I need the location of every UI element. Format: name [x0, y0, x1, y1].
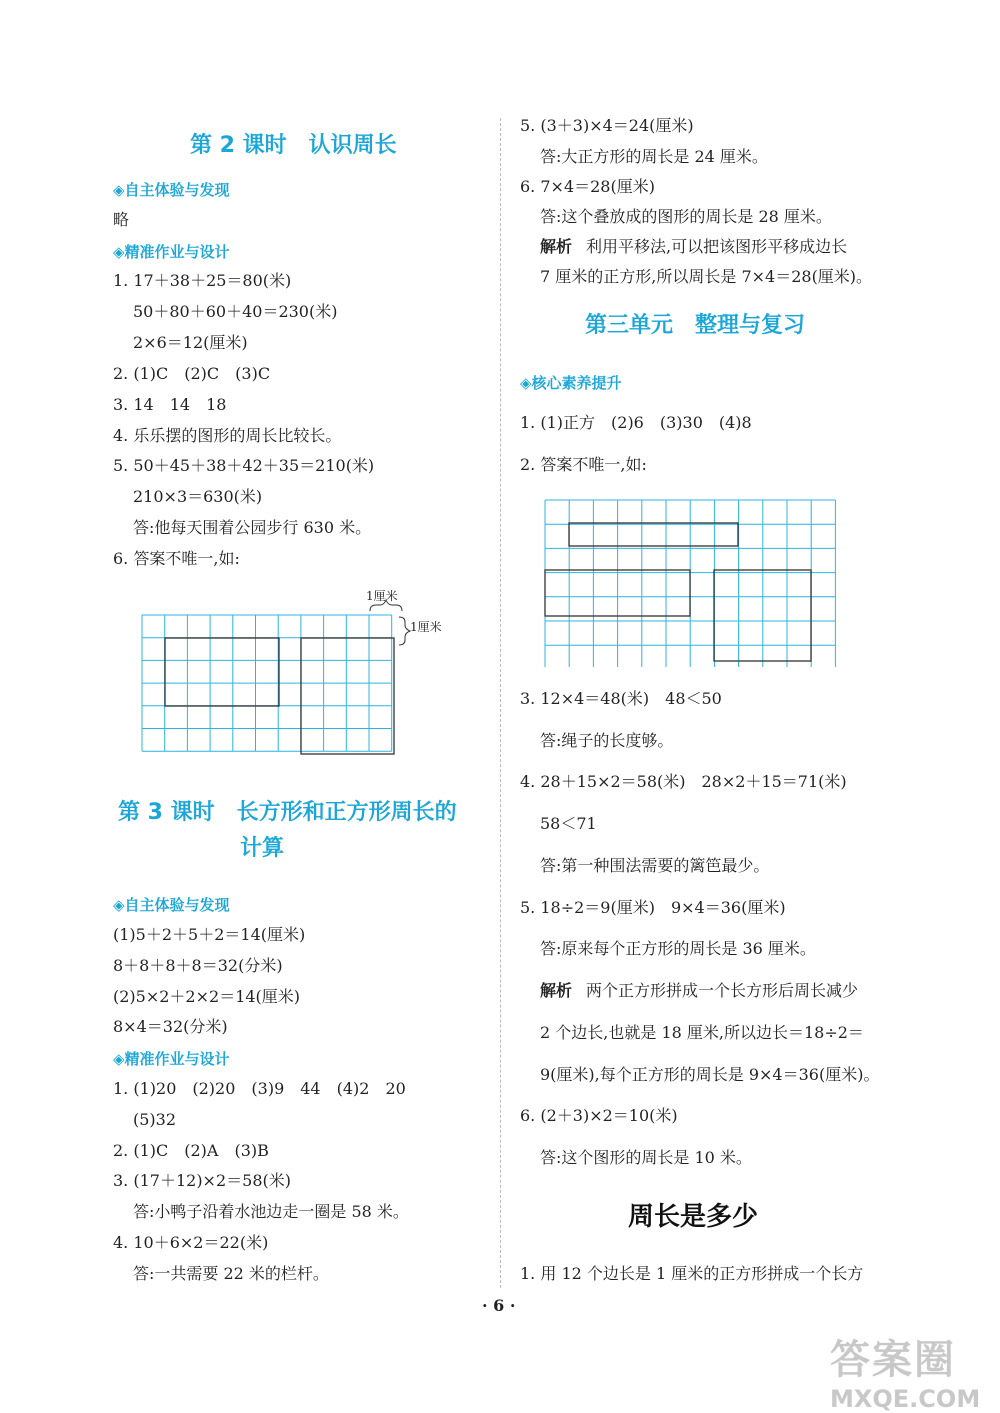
page-number: · 6 ·	[482, 1296, 516, 1315]
answer-line: 5. 18÷2＝9(厘米) 9×4＝36(厘米)	[520, 898, 786, 917]
lesson2-title: 第 2 课时 认识周长	[190, 133, 397, 158]
analysis-text: 利用平移法,可以把该图形平移成边长	[586, 237, 848, 256]
answer-line: 9(厘米),每个正方形的周长是 9×4＝36(厘米)。	[540, 1065, 880, 1084]
answer-line: 2. 答案不唯一,如:	[520, 455, 647, 474]
answer-line: 5. 50＋45＋38＋42＋35＝210(米)	[113, 456, 375, 475]
answer-line: 2 个边长,也就是 18 厘米,所以边长＝18÷2＝	[540, 1023, 864, 1042]
brace-right	[399, 617, 410, 645]
answer-line: 答:这个叠放成的图形的周长是 28 厘米。	[540, 207, 832, 226]
lesson3-title: 第 3 课时 长方形和正方形周长的	[118, 800, 457, 825]
answer-line: (2)5×2＋2×2＝14(厘米)	[113, 987, 301, 1006]
answer-line: 答:这个图形的周长是 10 米。	[540, 1148, 752, 1167]
answer-line: (5)32	[133, 1110, 177, 1129]
answer-line: 50＋80＋60＋40＝230(米)	[133, 302, 338, 321]
analysis-text: 两个正方形拼成一个长方形后周长减少	[586, 981, 859, 1000]
section-heading: ◈自主体验与发现	[113, 181, 230, 199]
grid-figure-left	[130, 584, 460, 756]
answer-line: 58＜71	[540, 814, 597, 833]
answer-line: 210×3＝630(米)	[133, 487, 263, 506]
section-title: 周长是多少	[628, 1202, 759, 1232]
answer-line: 7 厘米的正方形,所以周长是 7×4＝28(厘米)。	[540, 267, 873, 286]
rectangle-shape	[569, 523, 738, 546]
answer-line: 1. 用 12 个边长是 1 厘米的正方形拼成一个长方	[520, 1264, 864, 1283]
answer-line: 2. (1)C (2)C (3)C	[113, 364, 271, 383]
column-divider	[500, 118, 501, 1288]
answer-line: 4. 乐乐摆的图形的周长比较长。	[113, 426, 342, 445]
grid-label-right: 1厘米	[410, 620, 442, 634]
analysis-line	[540, 981, 858, 1001]
analysis-tag: 解析	[540, 981, 573, 1000]
watermark	[830, 1328, 980, 1413]
unit-title: 第三单元 整理与复习	[585, 313, 806, 338]
answer-line: 6. 7×4＝28(厘米)	[520, 177, 655, 196]
answer-line: (1)5＋2＋5＋2＝14(厘米)	[113, 925, 306, 944]
answer-line: 答:绳子的长度够。	[540, 731, 674, 750]
lesson3-title-cont: 计算	[240, 836, 285, 861]
answer-line: 答:小鸭子沿着水池边走一圈是 58 米。	[133, 1202, 409, 1221]
answer-line: 答:第一种围法需要的篱笆最少。	[540, 856, 770, 875]
answer-line: 2. (1)C (2)A (3)B	[113, 1141, 269, 1160]
section-heading: ◈自主体验与发现	[113, 896, 230, 914]
grid-label-top: 1厘米	[366, 589, 398, 603]
grid-figure-right	[540, 497, 840, 667]
watermark-logo: 答案圈	[830, 1337, 956, 1383]
answer-line: 1. (1)正方 (2)6 (3)30 (4)8	[520, 413, 752, 432]
analysis-line	[540, 237, 847, 257]
section-heading: ◈精准作业与设计	[113, 243, 230, 261]
analysis-tag: 解析	[540, 237, 573, 256]
answer-line: 8＋8＋8＋8＝32(分米)	[113, 956, 283, 975]
answer-line: 4. 10＋6×2＝22(米)	[113, 1233, 269, 1252]
watermark-url: MXQE.COM	[830, 1385, 981, 1413]
answer-line: 1. 17＋38＋25＝80(米)	[113, 271, 292, 290]
answer-line: 略	[113, 210, 130, 229]
rectangle-shape	[301, 638, 394, 754]
answer-line: 8×4＝32(分米)	[113, 1017, 228, 1036]
rectangle-shape	[165, 638, 279, 706]
answer-line: 6. (2＋3)×2＝10(米)	[520, 1106, 678, 1125]
answer-line: 3. 14 14 18	[113, 395, 227, 414]
answer-line: 答:大正方形的周长是 24 厘米。	[540, 147, 768, 166]
answer-line: 3. 12×4＝48(米) 48＜50	[520, 689, 722, 708]
answer-line: 答:他每天围着公园步行 630 米。	[133, 518, 372, 537]
answer-line: 答:原来每个正方形的周长是 36 厘米。	[540, 939, 816, 958]
answer-line: 5. (3＋3)×4＝24(厘米)	[520, 116, 694, 135]
answer-line: 2×6＝12(厘米)	[133, 333, 248, 352]
section-heading: ◈精准作业与设计	[113, 1050, 230, 1068]
answer-line: 3. (17＋12)×2＝58(米)	[113, 1171, 291, 1190]
answer-line: 4. 28＋15×2＝58(米) 28×2＋15＝71(米)	[520, 772, 847, 791]
answer-line: 答:一共需要 22 米的栏杆。	[133, 1264, 329, 1283]
answer-line: 1. (1)20 (2)20 (3)9 44 (4)2 20	[113, 1079, 406, 1098]
section-heading: ◈核心素养提升	[520, 374, 622, 392]
answer-line: 6. 答案不唯一,如:	[113, 549, 240, 568]
